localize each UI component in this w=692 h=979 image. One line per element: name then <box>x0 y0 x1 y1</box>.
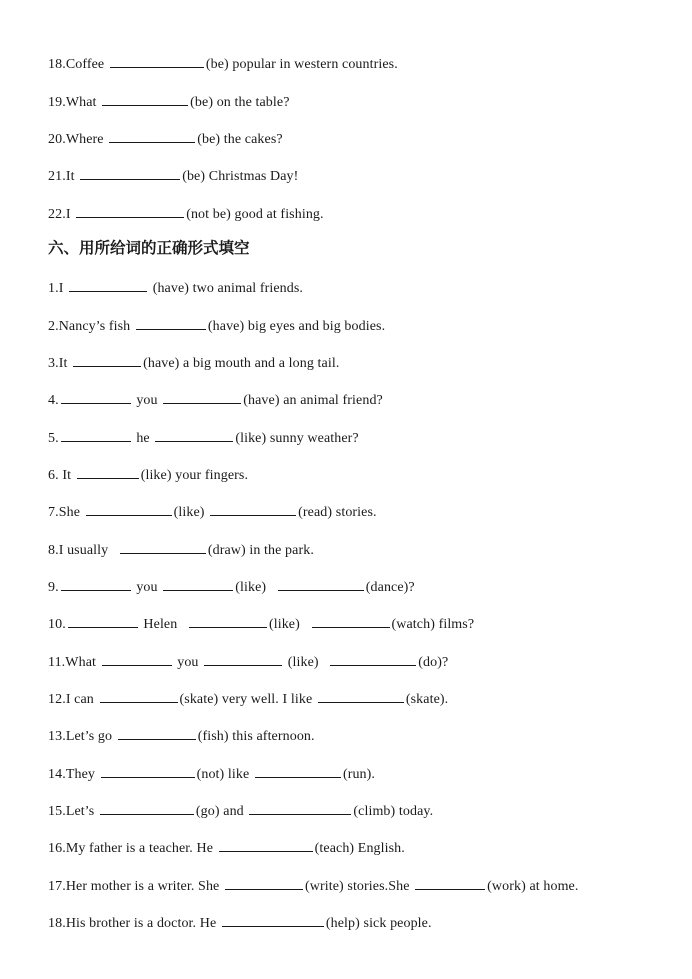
question-text: Coffee <box>65 57 105 72</box>
question-text: at home. <box>529 879 579 894</box>
answer-blank[interactable] <box>415 875 485 890</box>
answer-blank[interactable] <box>109 128 195 143</box>
answer-blank[interactable] <box>225 875 303 890</box>
question-1 <box>48 277 303 298</box>
question-5 <box>48 427 359 448</box>
question-text: today. <box>398 804 434 819</box>
question-text: I can <box>65 692 94 707</box>
hint-word: (have) <box>152 281 190 296</box>
hint-word: (like) <box>140 468 172 483</box>
answer-blank[interactable] <box>204 651 282 666</box>
hint-word: (fish) <box>197 729 229 744</box>
answer-blank[interactable] <box>312 613 390 628</box>
section-heading: 六、用所给词的正确形式填空 <box>48 239 250 257</box>
hint-word: (have) <box>207 319 245 334</box>
question-text: your fingers. <box>175 468 249 483</box>
answer-blank[interactable] <box>61 389 131 404</box>
question-22-be <box>48 203 324 224</box>
answer-blank[interactable] <box>189 613 267 628</box>
answer-blank[interactable] <box>100 688 178 703</box>
question-text: like <box>227 767 250 782</box>
question-text: you <box>177 655 199 670</box>
hint-word: (be) <box>190 95 214 110</box>
answer-blank[interactable] <box>76 203 184 218</box>
answer-blank[interactable] <box>77 464 139 479</box>
answer-blank[interactable] <box>61 576 131 591</box>
hint-word: (like) <box>287 655 319 670</box>
hint-word: (draw) <box>207 543 246 558</box>
question-19-be <box>48 91 290 112</box>
question-10 <box>48 613 474 634</box>
question-text: stories.She <box>347 879 410 894</box>
question-number: 9. <box>48 580 59 595</box>
question-text: an animal friend? <box>283 393 383 408</box>
question-text: What <box>65 95 97 110</box>
answer-blank[interactable] <box>163 389 241 404</box>
hint-word: (like) <box>235 580 267 595</box>
answer-blank[interactable] <box>110 53 204 68</box>
question-text: I <box>65 207 71 222</box>
hint-word: (write) <box>304 879 344 894</box>
question-number: 17. <box>48 879 66 894</box>
question-13 <box>48 725 315 746</box>
hint-word: (climb) <box>353 804 396 819</box>
question-11 <box>48 651 448 672</box>
question-number: 19. <box>48 95 66 110</box>
hint-word: (skate). <box>405 692 449 707</box>
question-8 <box>48 539 314 560</box>
answer-blank[interactable] <box>69 277 147 292</box>
question-text: English. <box>357 841 405 856</box>
question-16 <box>48 837 405 858</box>
hint-word: (help) <box>325 916 360 931</box>
question-text: sick people. <box>363 916 432 931</box>
answer-blank[interactable] <box>102 651 172 666</box>
question-text: this afternoon. <box>232 729 315 744</box>
question-text: in the park. <box>249 543 314 558</box>
answer-blank[interactable] <box>118 725 196 740</box>
answer-blank[interactable] <box>61 427 131 442</box>
question-number: 14. <box>48 767 66 782</box>
question-number: 11. <box>48 655 66 670</box>
question-text: It <box>58 356 68 371</box>
question-text: She <box>58 505 81 520</box>
question-text: very well. I like <box>221 692 313 707</box>
answer-blank[interactable] <box>68 613 138 628</box>
question-text: you <box>136 580 158 595</box>
question-number: 3. <box>48 356 59 371</box>
question-text: good at fishing. <box>234 207 324 222</box>
question-text: and <box>223 804 244 819</box>
hint-word: (like) <box>173 505 205 520</box>
answer-blank[interactable] <box>100 800 194 815</box>
hint-word: (skate) <box>179 692 219 707</box>
question-9 <box>48 576 415 597</box>
question-21-be <box>48 165 298 186</box>
question-text: you <box>136 393 158 408</box>
question-3 <box>48 352 339 373</box>
question-text: His brother is a doctor. He <box>65 916 217 931</box>
question-12 <box>48 688 448 709</box>
answer-blank[interactable] <box>249 800 351 815</box>
answer-blank[interactable] <box>86 501 172 516</box>
question-number: 10. <box>48 617 66 632</box>
answer-blank[interactable] <box>278 576 364 591</box>
answer-blank[interactable] <box>163 576 233 591</box>
question-text: It <box>62 468 72 483</box>
question-number: 13. <box>48 729 66 744</box>
question-text: popular in western countries. <box>232 57 398 72</box>
question-number: 7. <box>48 505 59 520</box>
question-number: 12. <box>48 692 66 707</box>
hint-word: (like) <box>268 617 300 632</box>
question-text: What <box>65 655 96 670</box>
answer-blank[interactable] <box>120 539 206 554</box>
hint-word: (not) <box>196 767 225 782</box>
answer-blank[interactable] <box>330 651 416 666</box>
question-number: 16. <box>48 841 66 856</box>
answer-blank[interactable] <box>80 165 180 180</box>
question-number: 2. <box>48 319 59 334</box>
hint-word: (read) <box>298 505 333 520</box>
question-number: 18. <box>48 57 66 72</box>
question-18 <box>48 912 432 933</box>
question-number: 18. <box>48 916 66 931</box>
hint-word: (be) <box>205 57 229 72</box>
question-text: big eyes and big bodies. <box>247 319 386 334</box>
answer-blank[interactable] <box>255 763 341 778</box>
question-text: They <box>65 767 95 782</box>
question-text: a big mouth and a long tail. <box>183 356 340 371</box>
hint-word: (be) <box>197 132 221 147</box>
hint-word: (watch) <box>391 617 435 632</box>
question-text: Nancy’s fish <box>58 319 131 334</box>
answer-blank[interactable] <box>318 688 404 703</box>
answer-blank[interactable] <box>101 763 195 778</box>
answer-blank[interactable] <box>155 427 233 442</box>
hint-word: (not be) <box>186 207 231 222</box>
question-17 <box>48 875 578 896</box>
hint-word: (have) <box>243 393 280 408</box>
question-text: It <box>65 169 75 184</box>
question-text: Helen <box>143 617 178 632</box>
question-4 <box>48 389 383 410</box>
hint-word: (have) <box>143 356 180 371</box>
question-2 <box>48 315 385 336</box>
question-number: 1. <box>48 281 59 296</box>
question-text: he <box>136 431 150 446</box>
answer-blank[interactable] <box>219 837 313 852</box>
hint-word: (work) <box>487 879 526 894</box>
question-text: Where <box>65 132 104 147</box>
question-text: Her mother is a writer. She <box>65 879 220 894</box>
answer-blank[interactable] <box>136 315 206 330</box>
question-6 <box>48 464 248 485</box>
question-number: 6. <box>48 468 59 483</box>
question-number: 8. <box>48 543 59 558</box>
question-text: the cakes? <box>223 132 283 147</box>
question-text: Let’s <box>65 804 95 819</box>
question-20-be <box>48 128 283 149</box>
question-text: Let’s go <box>65 729 113 744</box>
question-text: Christmas Day! <box>208 169 299 184</box>
question-text: two animal friends. <box>192 281 304 296</box>
hint-word: (dance)? <box>365 580 415 595</box>
question-14 <box>48 763 375 784</box>
question-7 <box>48 501 377 522</box>
question-15 <box>48 800 433 821</box>
question-number: 4. <box>48 393 59 408</box>
answer-blank[interactable] <box>210 501 296 516</box>
hint-word: (be) <box>182 169 206 184</box>
question-text: My father is a teacher. He <box>65 841 214 856</box>
answer-blank[interactable] <box>73 352 141 367</box>
hint-word: (do)? <box>418 655 449 670</box>
question-number: 20. <box>48 132 66 147</box>
question-number: 15. <box>48 804 66 819</box>
question-text: on the table? <box>216 95 290 110</box>
question-text: I usually <box>58 543 109 558</box>
question-text: sunny weather? <box>269 431 359 446</box>
question-number: 22. <box>48 207 66 222</box>
hint-word: (run). <box>342 767 376 782</box>
hint-word: (like) <box>235 431 267 446</box>
answer-blank[interactable] <box>222 912 324 927</box>
hint-word: (go) <box>195 804 220 819</box>
hint-word: (teach) <box>314 841 355 856</box>
answer-blank[interactable] <box>102 91 188 106</box>
question-number: 21. <box>48 169 66 184</box>
question-number: 5. <box>48 431 59 446</box>
question-text: stories. <box>335 505 377 520</box>
question-text: I <box>58 281 64 296</box>
question-18-be <box>48 53 398 74</box>
question-text: films? <box>438 617 475 632</box>
